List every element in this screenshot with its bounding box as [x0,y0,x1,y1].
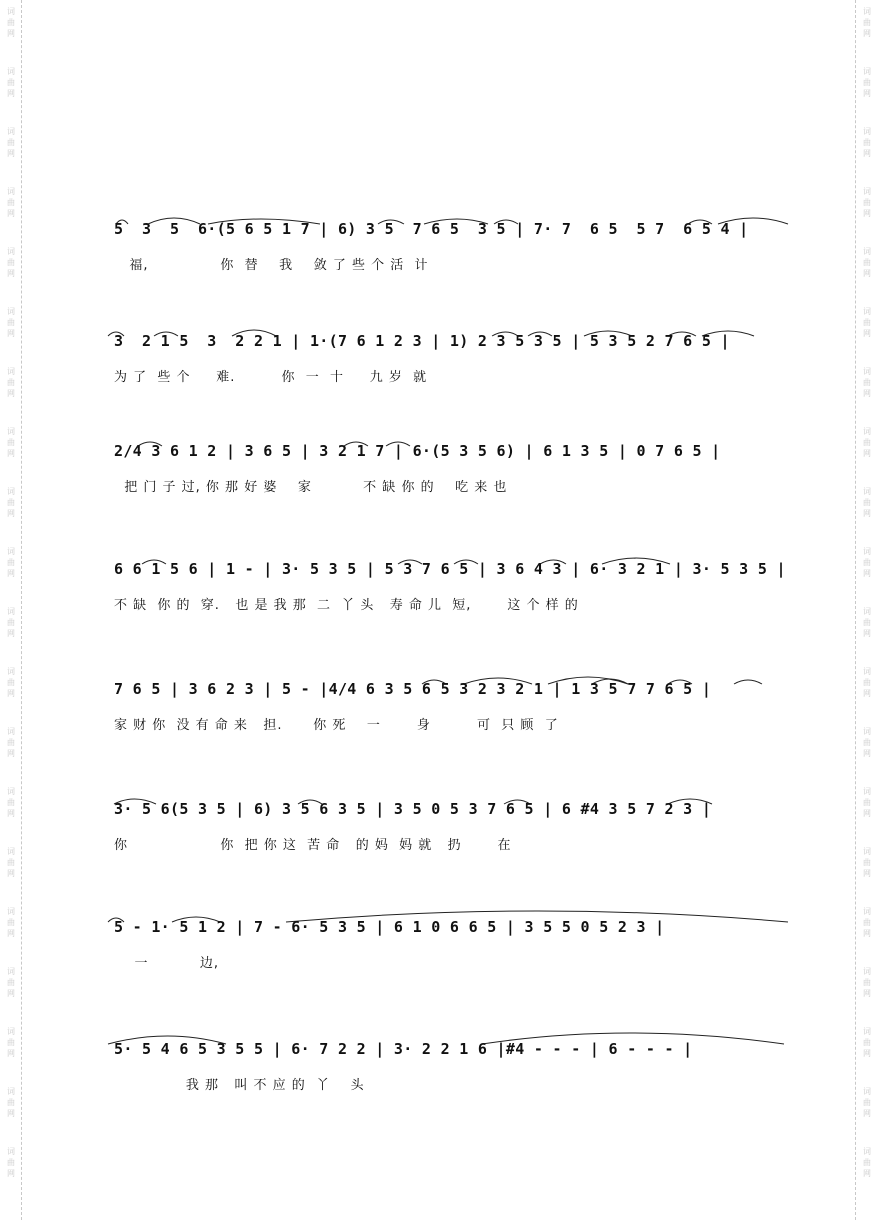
score-system [108,322,788,402]
watermark: 词 曲 网 [863,967,871,998]
watermark: 词 曲 网 [7,547,15,578]
watermark: 词 曲 网 [863,187,871,218]
watermark: 词 曲 网 [863,427,871,458]
lyrics-line: 为 了 些 个 难. 你 一 十 九 岁 就 [114,370,428,385]
watermark: 词 曲 网 [7,307,15,338]
notation-line: 7 6 5 | 3 6 2 3 | 5 - |4/4 6 3 5 6 5 3 2 3 2 1 | 1 3 5 7 7 6 5 | [114,680,712,698]
watermark: 词 曲 网 [7,667,15,698]
score-system [108,550,788,630]
lyrics-line: 把 门 子 过, 你 那 好 婆 家 不 缺 你 的 吃 来 也 [114,480,508,495]
lyrics-line: 你 你 把 你 这 苦 命 的 妈 妈 就 扔 在 [114,838,512,853]
watermark: 词 曲 网 [863,1147,871,1178]
watermark: 词 曲 网 [863,607,871,638]
lyrics-line: 不 缺 你 的 穿. 也 是 我 那 二 丫 头 寿 命 儿 短, 这 个 样 的 [114,598,579,613]
score-system [108,790,788,870]
notation-line: 6 6 1 5 6 | 1 - | 3· 5 3 5 | 5 3 7 6 5 | 3 6 4 3 | 6· 3 2 1 | 3· 5 3 5 | [114,560,786,578]
right-margin-rule [855,0,856,1220]
watermark: 词 曲 网 [7,967,15,998]
watermark: 词 曲 网 [863,127,871,158]
watermark: 词 曲 网 [863,307,871,338]
notation-line: 5· 5 4 6 5 3 5 5 | 6· 7 2 2 | 3· 2 2 1 6 |#4 - - - | 6 - - - | [114,1040,693,1058]
lyrics-line: 福, 你 替 我 敛 了 些 个 活 计 [114,258,429,273]
lyrics-line: 家 财 你 没 有 命 来 担. 你 死 一 身 可 只 顾 了 [114,718,559,733]
watermark: 词 曲 网 [7,1147,15,1178]
watermark: 词 曲 网 [7,187,15,218]
score-system [108,432,788,512]
watermark: 词 曲 网 [863,667,871,698]
watermark: 词 曲 网 [7,847,15,878]
watermark: 词 曲 网 [7,1027,15,1058]
watermark: 词 曲 网 [7,907,15,938]
watermark: 词 曲 网 [863,787,871,818]
watermark: 词 曲 网 [7,67,15,98]
score-system [108,210,788,290]
score-system [108,908,788,988]
watermark: 词 曲 网 [863,1087,871,1118]
watermark: 词 曲 网 [863,547,871,578]
watermark: 词 曲 网 [7,787,15,818]
watermark: 词 曲 网 [7,247,15,278]
notation-line: 3 2 1 5 3 2 2 1 | 1·(7 6 1 2 3 | 1) 2 3 5 3 5 | 5 3 5 2 7 6 5 | [114,332,730,350]
notation-line: 2/4 3 6 1 2 | 3 6 5 | 3 2 1 7 | 6·(5 3 5 6) | 6 1 3 5 | 0 7 6 5 | [114,442,721,460]
score-system [108,1030,788,1110]
watermark: 词 曲 网 [7,367,15,398]
watermark: 词 曲 网 [863,367,871,398]
watermark: 词 曲 网 [863,247,871,278]
watermark: 词 曲 网 [7,127,15,158]
watermark: 词 曲 网 [863,907,871,938]
left-margin-rule [21,0,22,1220]
lyrics-line: 我 那 叫 不 应 的 丫 头 [114,1078,365,1093]
notation-line: 5 3 5 6·(5 6 5 1 7 | 6) 3 5 7 6 5 3 5 | 7· 7 6 5 5 7 6 5 4 | [114,220,749,238]
watermark: 词 曲 网 [7,427,15,458]
watermark: 词 曲 网 [863,487,871,518]
watermark: 词 曲 网 [863,727,871,758]
watermark: 词 曲 网 [863,847,871,878]
watermark: 词 曲 网 [7,487,15,518]
watermark: 词 曲 网 [863,7,871,38]
lyrics-line: 一 边, [114,956,219,971]
watermark: 词 曲 网 [7,1087,15,1118]
notation-line: 3· 5 6(5 3 5 | 6) 3 5 6 3 5 | 3 5 0 5 3 7 6 5 | 6 #4 3 5 7 2 3 | [114,800,712,818]
score-system [108,670,788,750]
watermark: 词 曲 网 [7,727,15,758]
watermark: 词 曲 网 [7,7,15,38]
notation-line: 5 - 1· 5 1 2 | 7 - 6· 5 3 5 | 6 1 0 6 6 5 | 3 5 5 0 5 2 3 | [114,918,665,936]
watermark: 词 曲 网 [7,607,15,638]
watermark: 词 曲 网 [863,1027,871,1058]
watermark: 词 曲 网 [863,67,871,98]
